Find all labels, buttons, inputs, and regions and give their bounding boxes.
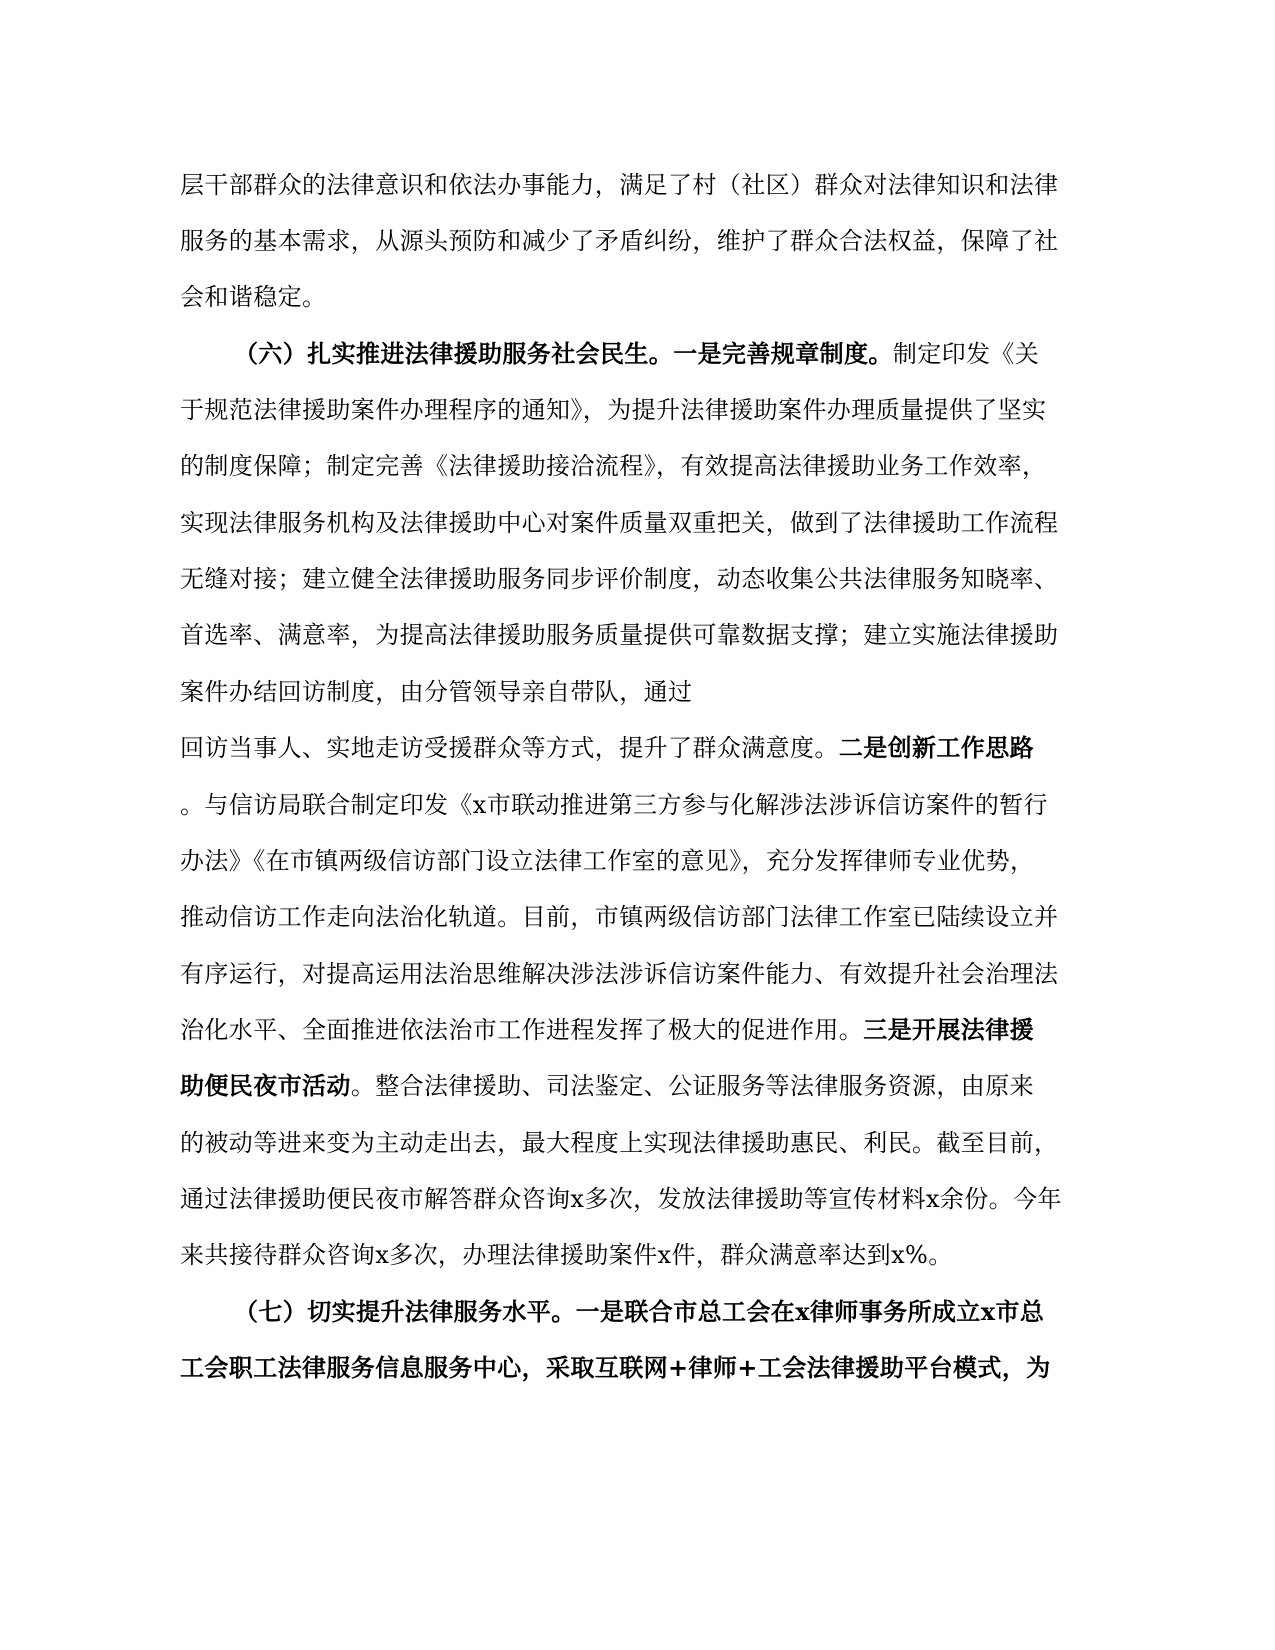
text-line [180, 563, 1058, 595]
bold-run: 三是开展法律援 [863, 1015, 1035, 1044]
bold-run: 工会职工法律服务信息服务中心，采取互联网+律师+工会法律援助平台模式，为 [180, 1353, 1051, 1382]
text-line [180, 1239, 953, 1271]
text-run: 。整合法律援助、司法鉴定、公证服务等法律服务资源，由原来 [350, 1072, 1035, 1100]
text-line [180, 507, 1058, 539]
section-heading: （七）切实提升法律服务水平。一是联合市总工会在x律师事务所成立x市总 [234, 1297, 1045, 1326]
section-heading: （六）扎实推进法律援助服务社会民生。一是完善规章制度。 [234, 339, 893, 368]
text-run: 的被动等进来变为主动走出去，最大程度上实现法律援助惠民、利民。截至目前， [180, 1129, 1059, 1157]
section-heading-line [234, 338, 1039, 370]
text-run: 有序运行，对提高运用法治思维解决涉法涉诉信访案件能力、有效提升社会治理法 [180, 960, 1059, 988]
text-line [180, 619, 1058, 651]
text-line [180, 958, 1058, 990]
text-run: 会和谐稳定。 [180, 283, 327, 311]
text-line [180, 732, 1034, 764]
text-run: 实现法律服务机构及法律援助中心对案件质量双重把关，做到了法律援助工作流程 [180, 509, 1059, 537]
section-heading-line [234, 1296, 1044, 1328]
bold-run: 二是创新工作思路 [838, 733, 1035, 762]
text-line [180, 676, 692, 708]
text-line [180, 169, 1058, 201]
text-line [180, 1352, 1051, 1384]
text-run: 。与信访局联合制定印发《x市联动推进第三方参与化解涉法涉诉信访案件的暂行 [180, 791, 1048, 819]
text-run: 于规范法律援助案件办理程序的通知》，为提升法律援助案件办理质量提供了坚实 [180, 396, 1047, 424]
text-run: 通过法律援助便民夜市解答群众咨询x多次，发放法律援助等宣传材料x余份。今年 [180, 1185, 1062, 1213]
text-run: 制定印发《关 [892, 340, 1040, 368]
bold-run: 助便民夜市活动 [180, 1071, 351, 1100]
text-run: 首选率、满意率，为提高法律援助服务质量提供可靠数据支撑；建立实施法律援助 [180, 621, 1059, 649]
text-run: 回访当事人、实地走访受援群众等方式，提升了群众满意度。 [180, 734, 839, 762]
text-run: 推动信访工作走向法治化轨道。目前，市镇两级信访部门法律工作室已陆续设立并 [180, 903, 1059, 931]
text-run: 的制度保障；制定完善《法律援助接洽流程》，有效提高法律援助业务工作效率， [180, 452, 1047, 480]
text-run: 无缝对接；建立健全法律援助服务同步评价制度，动态收集公共法律服务知晓率、 [180, 565, 1059, 593]
text-line [180, 1070, 1034, 1102]
text-line [180, 789, 1048, 821]
text-run: 治化水平、全面推进依法治市工作进程发挥了极大的促进作用。 [180, 1016, 864, 1044]
text-line [180, 225, 1058, 257]
text-run: 服务的基本需求，从源头预防和减少了矛盾纠纷，维护了群众合法权益，保障了社 [180, 227, 1059, 255]
text-line [180, 1183, 1062, 1215]
text-run: 来共接待群众咨询x多次，办理法律援助案件x件，群众满意率达到x%。 [180, 1241, 953, 1269]
text-line [180, 450, 1046, 482]
text-line [180, 281, 326, 313]
text-run: 层干部群众的法律意识和依法办事能力，满足了村（社区）群众对法律知识和法律 [180, 171, 1059, 199]
text-line [180, 1014, 1034, 1046]
text-run: 案件办结回访制度，由分管领导亲自带队，通过 [180, 678, 693, 706]
text-line [180, 394, 1046, 426]
text-run: 办法》《在市镇两级信访部门设立法律工作室的意见》，充分发挥律师专业优势， [180, 847, 1035, 875]
text-line [180, 1127, 1058, 1159]
text-line [180, 845, 1034, 877]
text-line [180, 901, 1058, 933]
